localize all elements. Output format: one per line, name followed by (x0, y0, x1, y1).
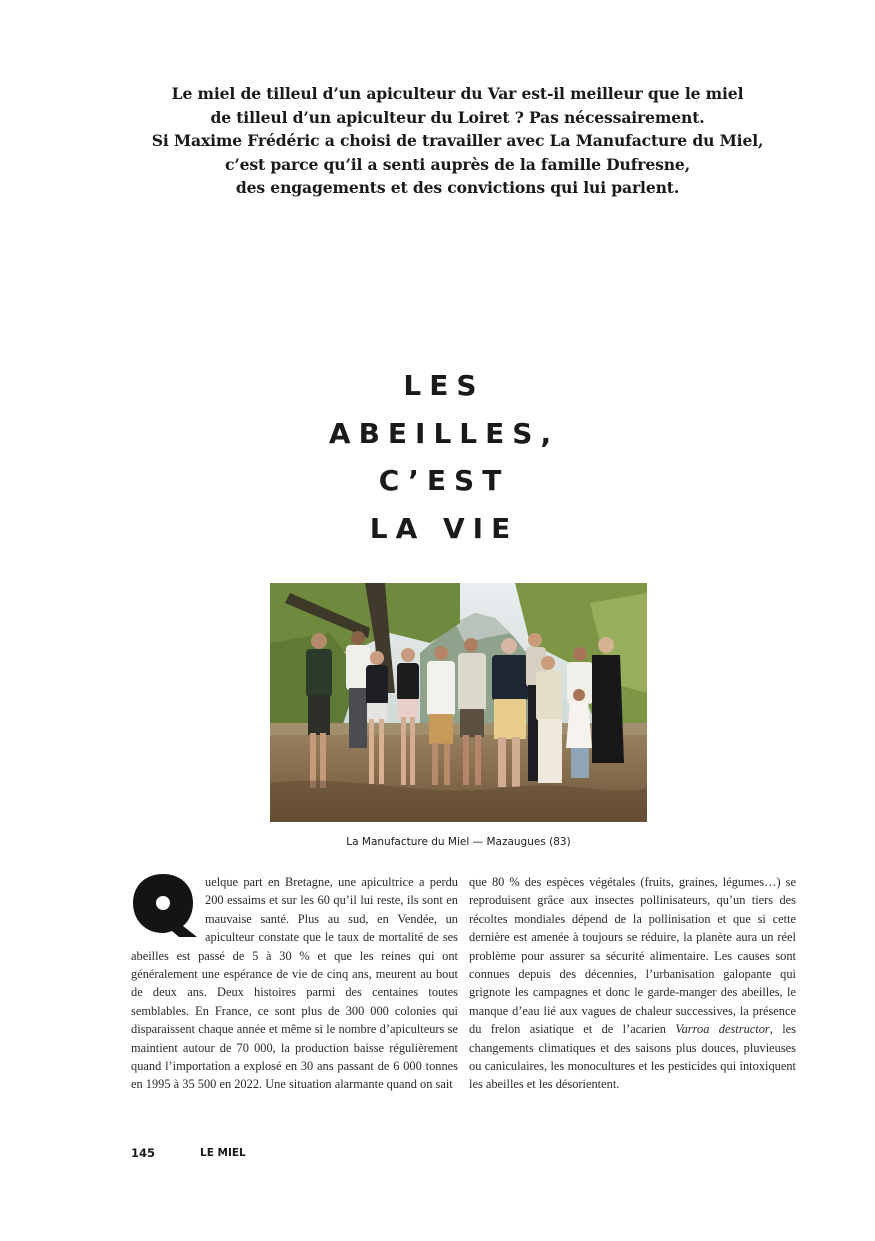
species-name: Varroa destructor (675, 1022, 770, 1037)
section-name: LE MIEL (200, 1147, 246, 1159)
group-photo (270, 583, 647, 822)
article-title (220, 362, 660, 552)
group-photo-illustration (270, 583, 647, 822)
left-column-text: uelque part en Bretagne, une apicultrice a perdu 200 essaims et sur les 60 qu’il lui reste, ils sont en mauvaise santé. Plus au sud, en Vendée, un apiculteur constate que le taux de mortalité de ses abeilles est passé de 5 à 30 % et que les reines qui ont généralement une espérance de vie de cinq ans, meurent au bout de deux ans. Deux histoires parmi des centaines toutes semblables. En France, ce sont plus de 300 000 colonies qui disparaissent chaque année et même si le nombre d’apiculteurs se maintient autour de 70 000, la production baisse régulièrement quand l’importation a explosé en 30 ans passant de 6 000 tonnes en 1995 à 35 500 en 2022. Une situation alarmante quand on sait (131, 875, 458, 1092)
standfirst-line: Si Maxime Frédéric a choisi de travailler avec La Manufacture du Miel, (151, 131, 764, 150)
title-line: LA VIE (369, 511, 519, 545)
standfirst-line: c’est parce qu’il a senti auprès de la famille Dufresne, (224, 154, 690, 174)
standfirst (120, 82, 795, 200)
article-column-left (131, 873, 458, 1094)
standfirst-line: de tilleul d’un apiculteur du Loiret ? Pas nécessairement. (210, 107, 705, 127)
title-line: C’EST (378, 464, 510, 497)
drop-cap (131, 873, 199, 939)
article-column-right (469, 873, 796, 1094)
photo-caption: La Manufacture du Miel — Mazaugues (83) (346, 836, 571, 848)
right-column-text: que 80 % des espèces végétales (fruits, graines, légumes…) se reproduisent grâce aux insectes pollinisateurs, qu’un tiers des récoltes mondiales dépend de la pollinisation et que si cette dernière est amenée à toujours se réduire, la planète aura un réel problème pour assurer sa sécurité alimentaire. Les causes sont connues depuis des décennies, l’urbanisation galopante qui grignote les campagnes et donc le garde-manger des abeilles, le manque d’eau lié aux vagues de chaleur successives, la présence du frelon asiatique et de l’acarien (469, 875, 796, 1037)
right-column-text-end: , les changements climatiques et des saisons plus douces, pluvieuses ou caniculaires, les monocultures et les pesticides qui intoxiquent les abeilles et les désorientent. (469, 1022, 797, 1092)
standfirst-line: Le miel de tilleul d’un apiculteur du Var est-il meilleur que le miel (171, 84, 744, 103)
title-line: LES (403, 369, 485, 402)
title-line: ABEILLES, (328, 416, 560, 450)
page-number: 145 (131, 1146, 156, 1160)
drop-cap-q-glyph (131, 873, 199, 939)
standfirst-line: des engagements et des convictions qui lui parlent. (235, 178, 680, 197)
